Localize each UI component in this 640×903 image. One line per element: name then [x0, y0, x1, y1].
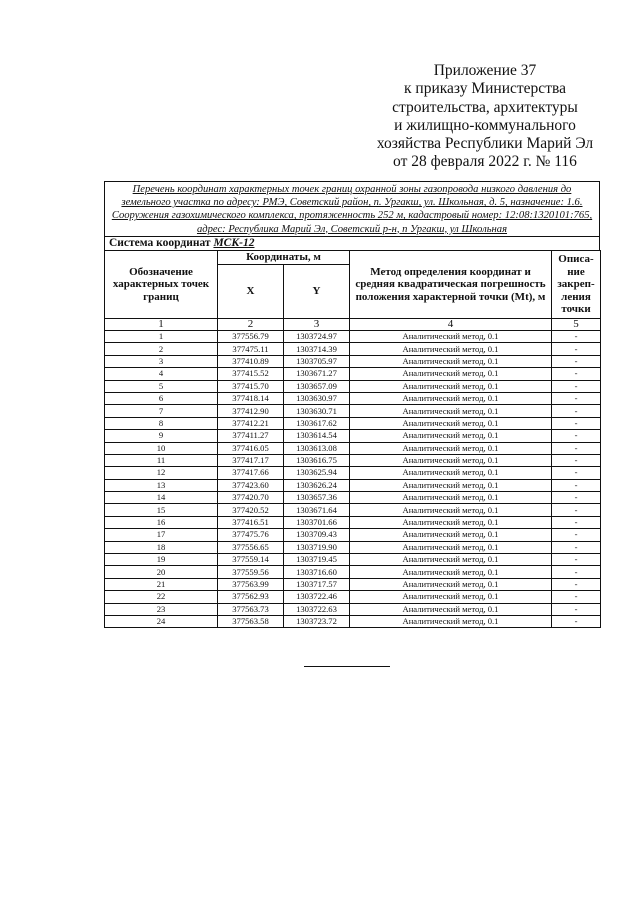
table-row	[105, 368, 601, 380]
table-row	[105, 430, 601, 442]
table-row	[105, 591, 601, 603]
cell-desc: -	[552, 454, 601, 466]
cell-method: Аналитический метод, 0.1	[350, 504, 552, 516]
coordinate-system	[104, 236, 600, 250]
cell-desc: -	[552, 578, 601, 590]
cell-x: 377416.51	[218, 516, 284, 528]
cell-y: 1303714.39	[284, 343, 350, 355]
appendix-line: строительства, архитектуры	[392, 98, 578, 116]
cell-x: 377563.99	[218, 578, 284, 590]
cell-y: 1303722.63	[284, 603, 350, 615]
table-row	[105, 529, 601, 541]
table-row	[105, 343, 601, 355]
cell-desc: -	[552, 554, 601, 566]
cell-method: Аналитический метод, 0.1	[350, 442, 552, 454]
cell-x: 377418.14	[218, 392, 284, 404]
cell-y: 1303616.75	[284, 454, 350, 466]
cell-method: Аналитический метод, 0.1	[350, 355, 552, 367]
table-row	[105, 417, 601, 429]
cell-y: 1303617.62	[284, 417, 350, 429]
cell-n: 7	[105, 405, 218, 417]
table-row	[105, 467, 601, 479]
cell-x: 377559.14	[218, 554, 284, 566]
cell-desc: -	[552, 479, 601, 491]
table-body	[105, 331, 601, 628]
cell-method: Аналитический метод, 0.1	[350, 516, 552, 528]
cell-n: 23	[105, 603, 218, 615]
cell-method: Аналитический метод, 0.1	[350, 368, 552, 380]
cell-n: 14	[105, 492, 218, 504]
cell-desc: -	[552, 492, 601, 504]
cell-y: 1303717.57	[284, 578, 350, 590]
cell-y: 1303701.66	[284, 516, 350, 528]
cell-desc: -	[552, 368, 601, 380]
appendix-line: от 28 февраля 2022 г. № 116	[393, 153, 577, 171]
cell-x: 377415.52	[218, 368, 284, 380]
cell-method: Аналитический метод, 0.1	[350, 591, 552, 603]
cell-desc: -	[552, 467, 601, 479]
cell-y: 1303630.97	[284, 392, 350, 404]
cell-y: 1303614.54	[284, 430, 350, 442]
cell-desc: -	[552, 603, 601, 615]
cell-x: 377417.17	[218, 454, 284, 466]
cell-desc: -	[552, 417, 601, 429]
cell-y: 1303630.71	[284, 405, 350, 417]
cell-method: Аналитический метод, 0.1	[350, 467, 552, 479]
cell-method: Аналитический метод, 0.1	[350, 603, 552, 615]
cell-x: 377417.66	[218, 467, 284, 479]
cell-x: 377412.21	[218, 417, 284, 429]
cell-desc: -	[552, 343, 601, 355]
cell-desc: -	[552, 566, 601, 578]
cell-x: 377420.70	[218, 492, 284, 504]
table-row	[105, 566, 601, 578]
cell-desc: -	[552, 355, 601, 367]
cell-y: 1303625.94	[284, 467, 350, 479]
cell-desc: -	[552, 331, 601, 343]
cell-n: 8	[105, 417, 218, 429]
table-row	[105, 331, 601, 343]
table-caption-text: Перечень координат характерных точек границ охранной зоны газопровода низкого давления до земельного участка по адресу: РМЭ, Советский район, п. Ургакш, ул. Школьная, д. 5, назначение: 1.6. Сооружения газохимического комплекса, протяженность 252 м, кадастровый номер: 12:08:1320101:765, адрес: Республика Марий Эл, Советский р-н, п Ургакш, ул Школьная	[111, 184, 593, 235]
cell-n: 20	[105, 566, 218, 578]
cell-y: 1303719.90	[284, 541, 350, 553]
column-number: 1	[105, 319, 218, 331]
cell-method: Аналитический метод, 0.1	[350, 405, 552, 417]
table-row	[105, 541, 601, 553]
cell-n: 22	[105, 591, 218, 603]
cell-n: 12	[105, 467, 218, 479]
appendix-line: к приказу Министерства	[404, 80, 566, 98]
cell-n: 19	[105, 554, 218, 566]
cell-y: 1303709.43	[284, 529, 350, 541]
cell-desc: -	[552, 392, 601, 404]
cell-x: 377475.76	[218, 529, 284, 541]
header-y: Y	[284, 265, 350, 319]
cell-method: Аналитический метод, 0.1	[350, 578, 552, 590]
cell-n: 16	[105, 516, 218, 528]
cell-y: 1303657.36	[284, 492, 350, 504]
cell-desc: -	[552, 380, 601, 392]
cell-n: 9	[105, 430, 218, 442]
header-description: Описа-ние закреп-ления точки	[552, 251, 601, 319]
table-row	[105, 504, 601, 516]
cell-method: Аналитический метод, 0.1	[350, 417, 552, 429]
cell-desc: -	[552, 504, 601, 516]
cell-x: 377562.93	[218, 591, 284, 603]
cell-n: 4	[105, 368, 218, 380]
cell-method: Аналитический метод, 0.1	[350, 343, 552, 355]
appendix-header	[360, 62, 610, 172]
cell-y: 1303705.97	[284, 355, 350, 367]
cell-x: 377563.58	[218, 615, 284, 627]
cell-method: Аналитический метод, 0.1	[350, 380, 552, 392]
cell-y: 1303722.46	[284, 591, 350, 603]
cell-x: 377563.73	[218, 603, 284, 615]
cell-x: 377556.65	[218, 541, 284, 553]
cell-desc: -	[552, 405, 601, 417]
cell-x: 377416.05	[218, 442, 284, 454]
cell-method: Аналитический метод, 0.1	[350, 479, 552, 491]
coordinate-system-value: МСК-12	[213, 237, 255, 249]
cell-n: 10	[105, 442, 218, 454]
table-row	[105, 479, 601, 491]
cell-method: Аналитический метод, 0.1	[350, 331, 552, 343]
cell-x: 377423.60	[218, 479, 284, 491]
table-row	[105, 578, 601, 590]
column-number: 4	[350, 319, 552, 331]
cell-y: 1303613.08	[284, 442, 350, 454]
cell-n: 3	[105, 355, 218, 367]
header-x: X	[218, 265, 284, 319]
cell-method: Аналитический метод, 0.1	[350, 392, 552, 404]
cell-n: 1	[105, 331, 218, 343]
cell-n: 15	[105, 504, 218, 516]
cell-method: Аналитический метод, 0.1	[350, 454, 552, 466]
cell-y: 1303723.72	[284, 615, 350, 627]
cell-desc: -	[552, 529, 601, 541]
appendix-line: хозяйства Республики Марий Эл	[376, 135, 594, 153]
cell-method: Аналитический метод, 0.1	[350, 541, 552, 553]
table-row	[105, 516, 601, 528]
coordinate-system-label: Система координат	[109, 237, 211, 249]
coordinates-table-block	[104, 181, 600, 628]
cell-desc: -	[552, 591, 601, 603]
cell-y: 1303671.64	[284, 504, 350, 516]
cell-y: 1303626.24	[284, 479, 350, 491]
table-row	[105, 405, 601, 417]
cell-n: 21	[105, 578, 218, 590]
cell-method: Аналитический метод, 0.1	[350, 529, 552, 541]
cell-x: 377420.52	[218, 504, 284, 516]
table-row	[105, 554, 601, 566]
cell-desc: -	[552, 615, 601, 627]
signature-line	[304, 666, 390, 667]
header-coordinates: Координаты, м	[218, 251, 350, 265]
cell-desc: -	[552, 516, 601, 528]
cell-method: Аналитический метод, 0.1	[350, 430, 552, 442]
cell-n: 11	[105, 454, 218, 466]
cell-x: 377559.56	[218, 566, 284, 578]
header-designation: Обозначение характерных точек границ	[105, 251, 218, 319]
cell-method: Аналитический метод, 0.1	[350, 554, 552, 566]
table-row	[105, 392, 601, 404]
cell-n: 18	[105, 541, 218, 553]
table-row	[105, 442, 601, 454]
column-number: 3	[284, 319, 350, 331]
cell-method: Аналитический метод, 0.1	[350, 615, 552, 627]
column-number: 5	[552, 319, 601, 331]
cell-desc: -	[552, 430, 601, 442]
cell-x: 377415.70	[218, 380, 284, 392]
cell-method: Аналитический метод, 0.1	[350, 492, 552, 504]
cell-y: 1303716.60	[284, 566, 350, 578]
appendix-line: и жилищно-коммунального	[394, 116, 576, 134]
cell-x: 377410.89	[218, 355, 284, 367]
table-row	[105, 615, 601, 627]
cell-n: 13	[105, 479, 218, 491]
cell-y: 1303671.27	[284, 368, 350, 380]
cell-y: 1303657.09	[284, 380, 350, 392]
header-method: Метод определения координат и средняя квадратическая погрешность положения характерной точки (Mt), м	[350, 251, 552, 319]
cell-n: 6	[105, 392, 218, 404]
cell-desc: -	[552, 541, 601, 553]
cell-x: 377556.79	[218, 331, 284, 343]
table-row	[105, 355, 601, 367]
cell-method: Аналитический метод, 0.1	[350, 566, 552, 578]
coordinates-table	[104, 250, 601, 628]
cell-x: 377475.11	[218, 343, 284, 355]
table-row	[105, 603, 601, 615]
cell-n: 2	[105, 343, 218, 355]
cell-y: 1303719.45	[284, 554, 350, 566]
table-row	[105, 492, 601, 504]
cell-n: 5	[105, 380, 218, 392]
cell-x: 377411.27	[218, 430, 284, 442]
column-number: 2	[218, 319, 284, 331]
table-caption	[104, 181, 600, 236]
cell-x: 377412.90	[218, 405, 284, 417]
table-row	[105, 454, 601, 466]
appendix-line: Приложение 37	[433, 62, 537, 79]
cell-y: 1303724.97	[284, 331, 350, 343]
cell-n: 24	[105, 615, 218, 627]
table-row	[105, 380, 601, 392]
cell-n: 17	[105, 529, 218, 541]
cell-desc: -	[552, 442, 601, 454]
